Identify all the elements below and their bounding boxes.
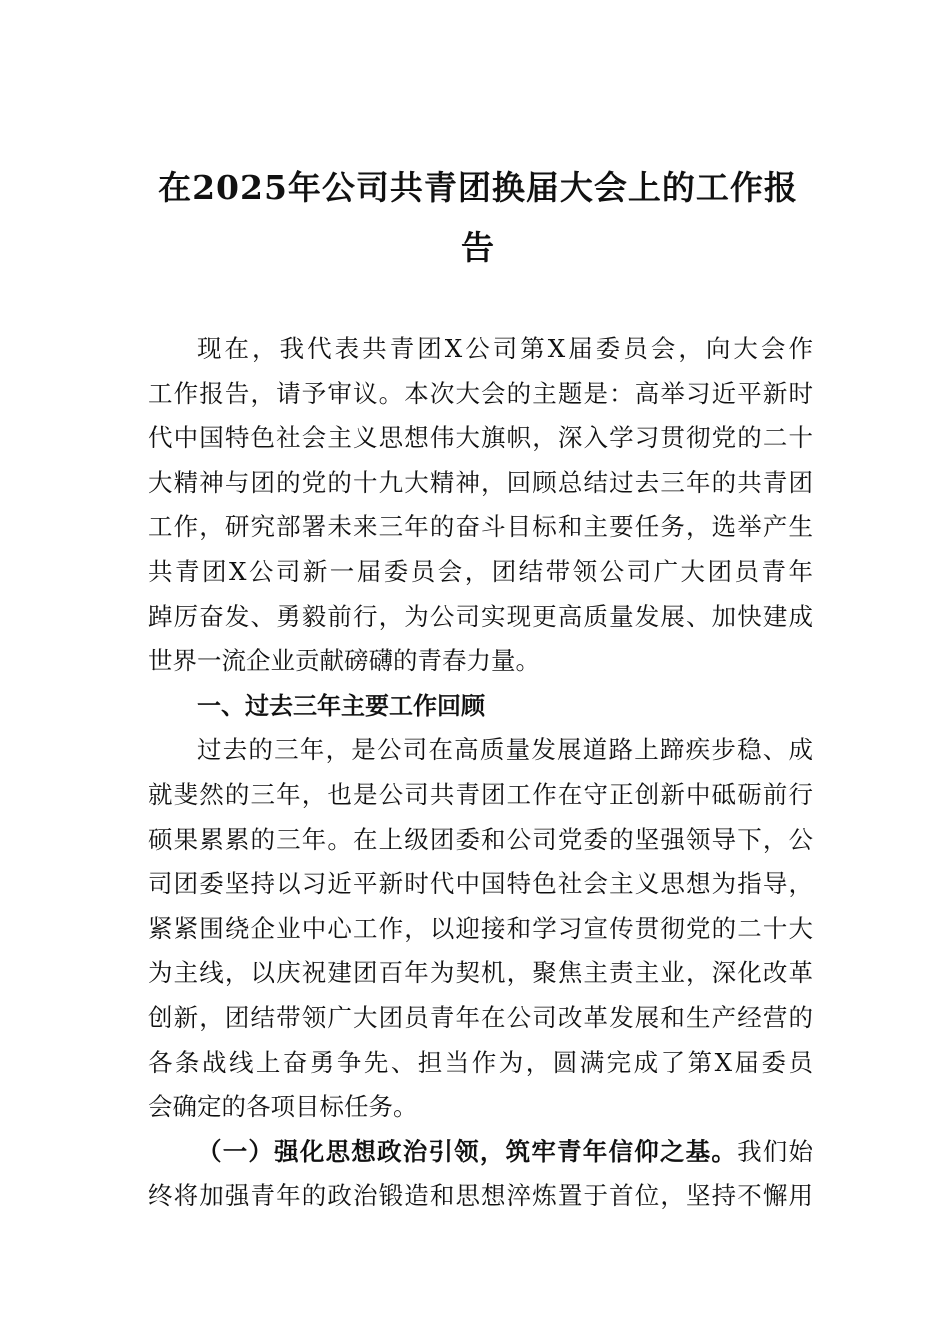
text-line: 共青团X公司新一届委员会，团结带领公司广大团员青年 (148, 556, 813, 586)
document-body (148, 327, 813, 1219)
paragraph-intro (148, 327, 813, 684)
text-line: 现在，我代表共青团X公司第X届委员会，向大会作 (197, 334, 813, 363)
text-line: 踔厉奋发、勇毅前行，为公司实现更高质量发展、加快建成 (148, 601, 813, 631)
paragraph-review (148, 728, 813, 1129)
paragraph-subsection-1 (148, 1130, 813, 1219)
text-line: 为主线，以庆祝建团百年为契机，聚焦主责主业，深化改革 (148, 958, 813, 988)
text-line: 世界一流企业贡献磅礴的青春力量。 (148, 646, 540, 676)
text-line: 司团委坚持以习近平新时代中国特色社会主义思想为指导， (148, 869, 813, 899)
text-line: 工作，研究部署未来三年的奋斗目标和主要任务，选举产生 (148, 512, 813, 542)
text-line: 终将加强青年的政治锻造和思想淬炼置于首位，坚持不懈用 (148, 1181, 813, 1211)
text-line: 硕果累累的三年。在上级团委和公司党委的坚强领导下，公 (148, 824, 813, 854)
text-line: 就斐然的三年，也是公司共青团工作在守正创新中砥砺前行 (148, 779, 813, 809)
text-line: 会确定的各项目标任务。 (148, 1092, 418, 1122)
subsection-text: 我们始 (737, 1136, 814, 1166)
subsection-heading: （一）强化思想政治引领，筑牢青年信仰之基。 (197, 1136, 738, 1166)
text-line: 过去的三年，是公司在高质量发展道路上蹄疾步稳、成 (197, 735, 813, 765)
text-line: 工作报告，请予审议。本次大会的主题是：高举习近平新时 (148, 378, 813, 408)
text-line: 各条战线上奋勇争先、担当作为，圆满完成了第X届委员 (148, 1047, 813, 1077)
text-line: 紧紧围绕企业中心工作，以迎接和学习宣传贯彻党的二十大 (148, 913, 813, 943)
section-heading: 一、过去三年主要工作回顾 (197, 691, 485, 720)
text-line: 大精神与团的党的十九大精神，回顾总结过去三年的共青团 (148, 467, 813, 497)
document-title (148, 158, 808, 278)
title-line-1: 在2025年公司共青团换届大会上的工作报 (158, 168, 798, 207)
text-line (148, 1130, 813, 1175)
title-line-2: 告 (461, 228, 495, 267)
text-line: 代中国特色社会主义思想伟大旗帜，深入学习贯彻党的二十 (148, 423, 813, 453)
text-line: 创新，团结带领广大团员青年在公司改革发展和生产经营的 (148, 1002, 813, 1032)
